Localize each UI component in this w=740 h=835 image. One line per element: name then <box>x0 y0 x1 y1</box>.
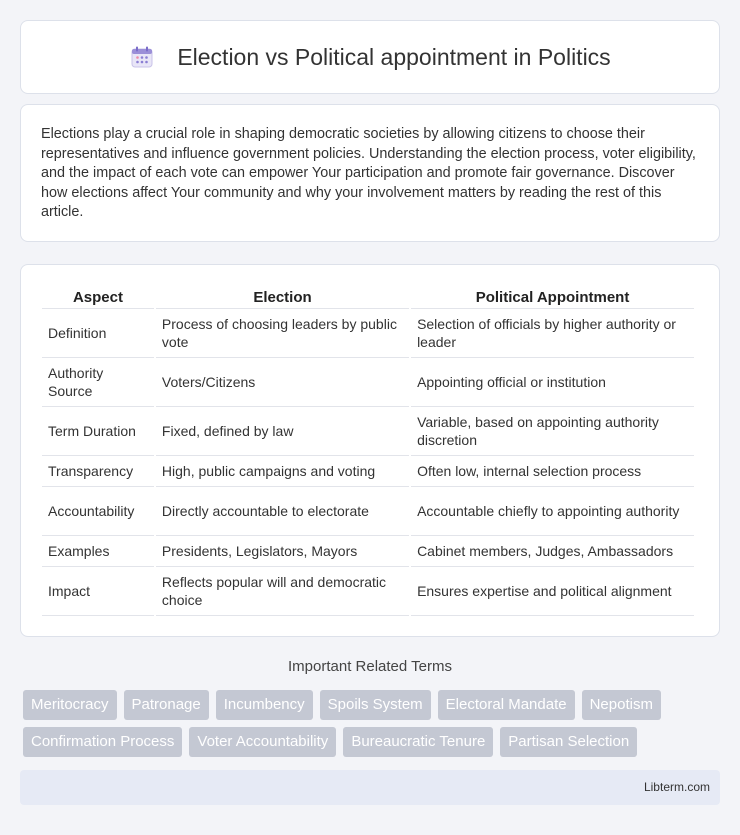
table-header-row <box>42 287 694 309</box>
related-terms <box>23 690 723 764</box>
cell-aspect: Examples <box>42 536 154 567</box>
table-row <box>42 358 694 407</box>
cell-election: Directly accountable to electorate <box>156 487 409 536</box>
table-row <box>42 536 694 567</box>
table-row <box>42 407 694 456</box>
table-row <box>42 456 694 487</box>
cell-appointment: Accountable chiefly to appointing authority <box>411 487 694 536</box>
tag-meritocracy[interactable]: Meritocracy <box>23 690 117 720</box>
tag-incumbency[interactable]: Incumbency <box>216 690 313 720</box>
related-terms-title: Important Related Terms <box>288 658 452 675</box>
cell-election: Fixed, defined by law <box>156 407 409 456</box>
cell-aspect: Accountability <box>42 487 154 536</box>
cell-election: Process of choosing leaders by public vote <box>156 309 409 358</box>
tag-spoils-system[interactable]: Spoils System <box>320 690 431 720</box>
cell-aspect: Authority Source <box>42 358 154 407</box>
table-card <box>20 264 720 637</box>
cell-appointment: Cabinet members, Judges, Ambassadors <box>411 536 694 567</box>
title-wrap <box>129 44 610 71</box>
cell-aspect: Definition <box>42 309 154 358</box>
cell-election: Presidents, Legislators, Mayors <box>156 536 409 567</box>
cell-appointment: Appointing official or institution <box>411 358 694 407</box>
cell-aspect: Term Duration <box>42 407 154 456</box>
tag-bureaucratic-tenure[interactable]: Bureaucratic Tenure <box>343 727 493 757</box>
header-aspect: Aspect <box>42 287 154 309</box>
cell-appointment: Variable, based on appointing authority discretion <box>411 407 694 456</box>
cell-appointment: Ensures expertise and political alignment <box>411 567 694 616</box>
tag-electoral-mandate[interactable]: Electoral Mandate <box>438 690 575 720</box>
cell-election: Voters/Citizens <box>156 358 409 407</box>
table-row <box>42 567 694 616</box>
tag-row-2 <box>23 727 723 757</box>
header-appointment: Political Appointment <box>411 287 694 309</box>
calendar-icon <box>129 44 155 70</box>
tag-patronage[interactable]: Patronage <box>124 690 209 720</box>
cell-aspect: Transparency <box>42 456 154 487</box>
tag-row-1 <box>23 690 723 720</box>
tag-voter-accountability[interactable]: Voter Accountability <box>189 727 336 757</box>
tag-nepotism[interactable]: Nepotism <box>582 690 661 720</box>
cell-election: High, public campaigns and voting <box>156 456 409 487</box>
tag-partisan-selection[interactable]: Partisan Selection <box>500 727 637 757</box>
cell-appointment: Selection of officials by higher authority or leader <box>411 309 694 358</box>
intro-card <box>20 104 720 242</box>
comparison-table <box>40 287 696 616</box>
page-title: Election vs Political appointment in Politics <box>177 43 611 70</box>
tag-confirmation-process[interactable]: Confirmation Process <box>23 727 182 757</box>
header-election: Election <box>156 287 409 309</box>
cell-aspect: Impact <box>42 567 154 616</box>
intro-text: Elections play a crucial role in shaping democratic societies by allowing citizens to choose their representatives and influence government policies. Understanding the election process, voter eligibility, and the impact of each vote can empower Your participation and promote fair governance. Discover how elections affect Your community and why your involvement matters by reading the rest of this article. <box>41 126 696 221</box>
footer-site-link[interactable]: Libterm.com <box>643 780 710 794</box>
cell-election: Reflects popular will and democratic choice <box>156 567 409 616</box>
table-row <box>42 309 694 358</box>
cell-appointment: Often low, internal selection process <box>411 456 694 487</box>
table-row <box>42 487 694 536</box>
footer <box>20 770 720 805</box>
header-card <box>20 20 720 94</box>
